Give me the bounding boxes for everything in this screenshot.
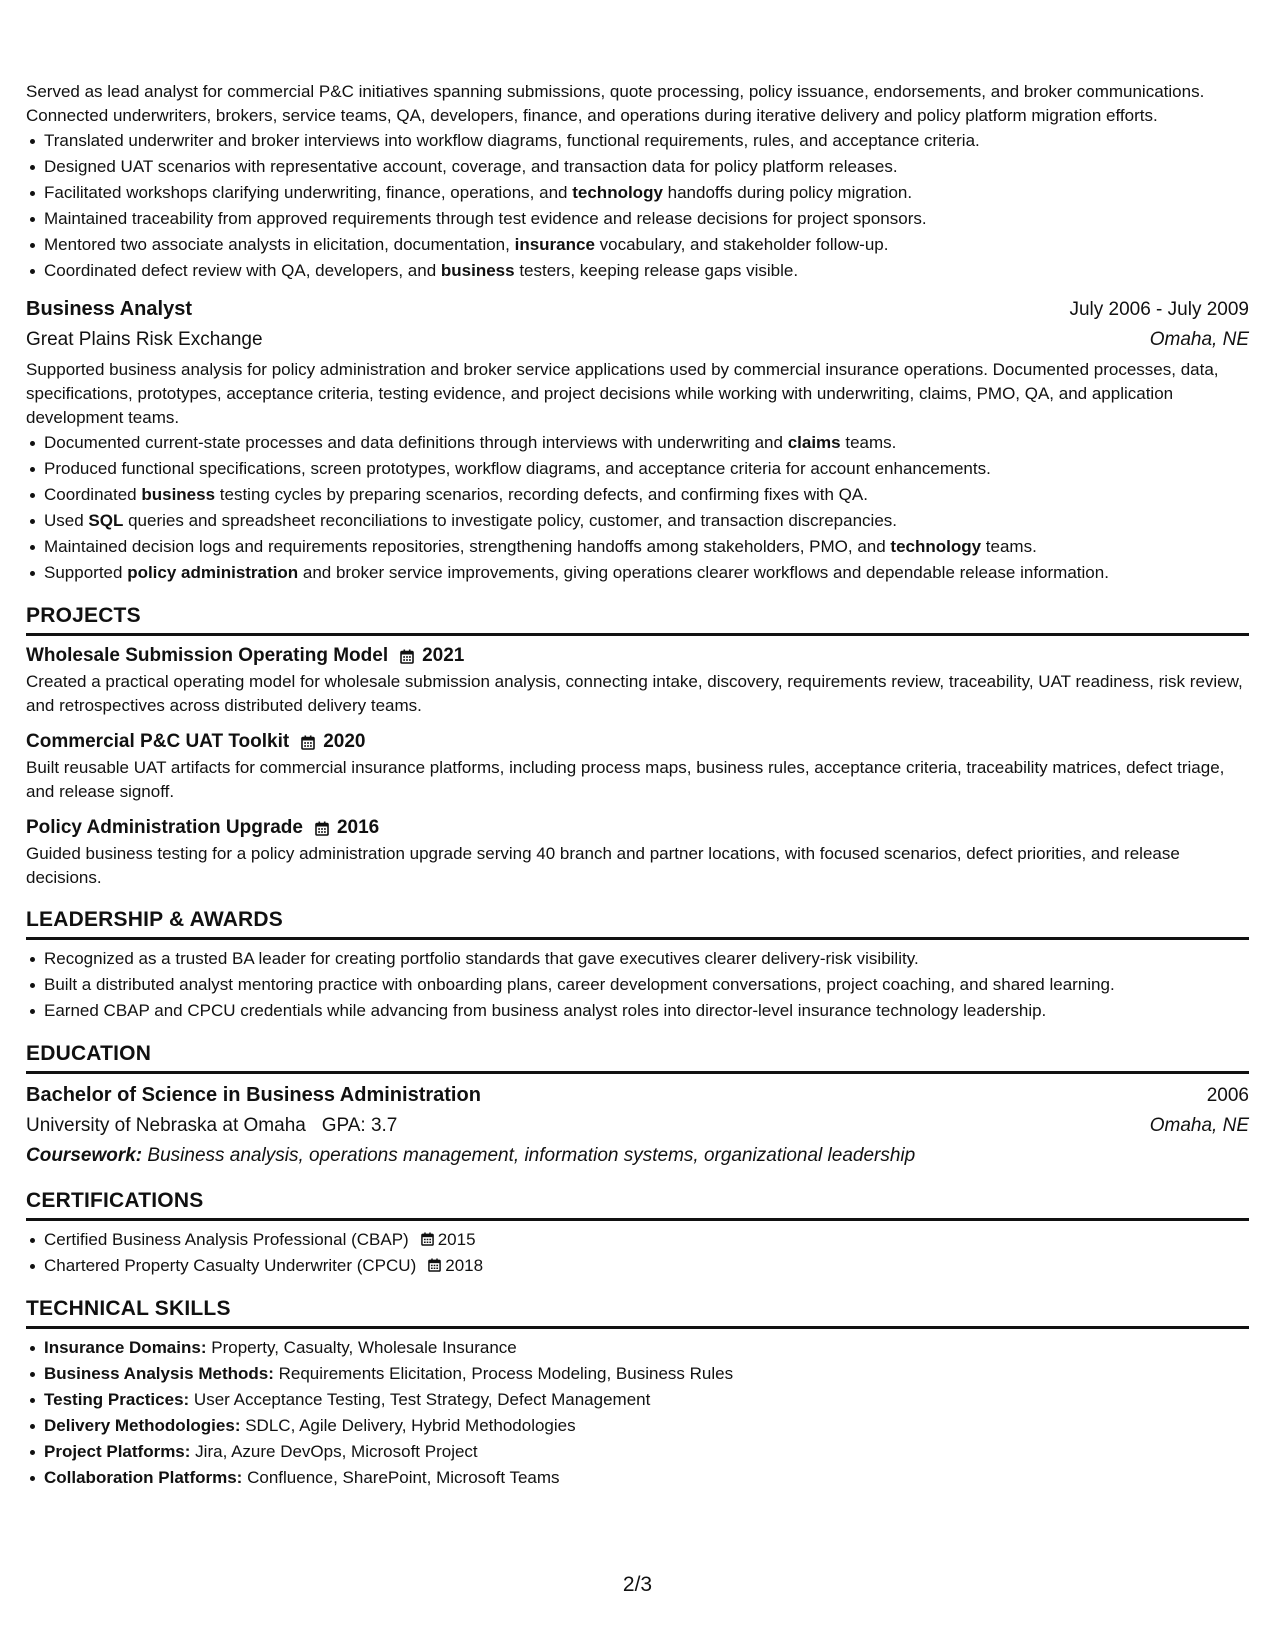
project-entry (26, 814, 1249, 890)
list-item (44, 1387, 1249, 1413)
list-item: Designed UAT scenarios with representative account, coverage, and transaction data for policy platform releases. (44, 154, 1249, 180)
list-item: Facilitated workshops clarifying underwriting, finance, operations, and technology handoffs during policy migration. (44, 180, 1249, 206)
skill-value: SDLC, Agile Delivery, Hybrid Methodologies (245, 1416, 576, 1435)
list-item (44, 1227, 1249, 1253)
project-description: Guided business testing for a policy administration upgrade serving 40 branch and partner locations, with focused scenarios, defect priorities, and release decisions. (26, 844, 1180, 887)
project-entry (26, 642, 1249, 718)
list-item: Mentored two associate analysts in elicitation, documentation, insurance vocabulary, and stakeholder follow-up. (44, 232, 1249, 258)
leadership-list (26, 946, 1249, 1024)
project-year: 2021 (422, 645, 465, 666)
page-number: 2/3 (622, 1573, 653, 1596)
calendar-icon (421, 1232, 434, 1246)
project-title: Wholesale Submission Operating Model (26, 645, 389, 666)
list-item: Maintained decision logs and requirements repositories, strengthening handoffs among stakeholders, PMO, and technology teams. (44, 534, 1249, 560)
list-item (44, 1465, 1249, 1491)
list-item: Documented current-state processes and data definitions through interviews with underwriting and claims teams. (44, 430, 1249, 456)
section-heading-leadership: LEADERSHIP & AWARDS (26, 906, 1249, 940)
list-item: Coordinated defect review with QA, developers, and business testers, keeping release gaps visible. (44, 258, 1249, 284)
section-heading-projects: PROJECTS (26, 602, 1249, 636)
role-bullets (26, 430, 1249, 586)
certification-name: Certified Business Analysis Professional (CBAP) (44, 1230, 409, 1249)
list-item: Produced functional specifications, screen prototypes, workflow diagrams, and acceptance criteria for account enhancements. (44, 456, 1249, 482)
role-summary: Supported business analysis for policy administration and broker service applications used by commercial insurance operations. Documented processes, data, specifications, prototypes, acceptance criteria, testing evidence, and project decisions while working with underwriting, claims, PMO, QA, and application development teams. (26, 360, 1219, 427)
project-year: 2020 (323, 731, 366, 752)
certification-year: 2018 (445, 1256, 484, 1275)
skill-value: Jira, Azure DevOps, Microsoft Project (195, 1442, 478, 1461)
list-item: Earned CBAP and CPCU credentials while advancing from business analyst roles into director-level insurance technology leadership. (44, 998, 1249, 1024)
calendar-icon (301, 735, 315, 750)
skill-label: Delivery Methodologies: (44, 1416, 241, 1435)
coursework-text: Business analysis, operations management, information systems, organizational leadership (147, 1145, 916, 1166)
skills-list (26, 1335, 1249, 1491)
graduation-year: 2006 (1206, 1085, 1249, 1106)
calendar-icon (400, 649, 414, 664)
gpa: GPA: 3.7 (321, 1115, 398, 1136)
skill-value: User Acceptance Testing, Test Strategy, Defect Management (193, 1390, 651, 1409)
section-heading-certifications: CERTIFICATIONS (26, 1187, 1249, 1221)
school-name: University of Nebraska at Omaha (26, 1115, 306, 1136)
skill-label: Insurance Domains: (44, 1338, 207, 1357)
calendar-icon (428, 1258, 441, 1272)
list-item: Used SQL queries and spreadsheet reconciliations to investigate policy, customer, and transaction discrepancies. (44, 508, 1249, 534)
list-item (44, 1335, 1249, 1361)
section-heading-education: EDUCATION (26, 1040, 1249, 1074)
project-title: Commercial P&C UAT Toolkit (26, 731, 290, 752)
project-description: Created a practical operating model for wholesale submission analysis, connecting intake, discovery, requirements review, traceability, UAT readiness, risk review, and retrospectives across distributed delivery teams. (26, 672, 1243, 715)
role-summary: Served as lead analyst for commercial P&C initiatives spanning submissions, quote processing, policy issuance, endorsements, and broker communications. Connected underwriters, brokers, service teams, QA, developers, finance, and operations during iterative delivery and policy platform migration efforts. (26, 82, 1205, 125)
degree-title: Bachelor of Science in Business Administration (26, 1084, 481, 1106)
project-title: Policy Administration Upgrade (26, 817, 303, 838)
certification-name: Chartered Property Casualty Underwriter (CPCU) (44, 1256, 417, 1275)
skill-value: Confluence, SharePoint, Microsoft Teams (247, 1468, 560, 1487)
skill-value: Property, Casualty, Wholesale Insurance (211, 1338, 517, 1357)
certification-list (26, 1227, 1249, 1279)
project-description: Built reusable UAT artifacts for commercial insurance platforms, including process maps, business rules, acceptance criteria, traceability matrices, defect triage, and release signoff. (26, 758, 1225, 801)
coursework (26, 1141, 1249, 1171)
project-entry (26, 728, 1249, 804)
role-title: Business Analyst (26, 298, 192, 320)
list-item (44, 1253, 1249, 1279)
list-item: Translated underwriter and broker interviews into workflow diagrams, functional requirements, rules, and acceptance criteria. (44, 128, 1249, 154)
skill-value: Requirements Elicitation, Process Modeling, Business Rules (278, 1364, 734, 1383)
role-bullets (26, 128, 1249, 284)
school-location: Omaha, NE (1149, 1115, 1249, 1136)
skill-label: Testing Practices: (44, 1390, 190, 1409)
skill-label: Business Analysis Methods: (44, 1364, 274, 1383)
section-heading-skills: TECHNICAL SKILLS (26, 1295, 1249, 1329)
role-entry (26, 294, 1249, 355)
role-location: Omaha, NE (1149, 329, 1249, 350)
role-dates: July 2006 - July 2009 (1069, 299, 1249, 320)
list-item (44, 1439, 1249, 1465)
skill-label: Project Platforms: (44, 1442, 191, 1461)
company-name: Great Plains Risk Exchange (26, 329, 263, 350)
list-item (44, 1413, 1249, 1439)
certification-year: 2015 (437, 1230, 476, 1249)
skill-label: Collaboration Platforms: (44, 1468, 243, 1487)
list-item: Recognized as a trusted BA leader for creating portfolio standards that gave executives clearer delivery-risk visibility. (44, 946, 1249, 972)
list-item: Built a distributed analyst mentoring practice with onboarding plans, career development conversations, project coaching, and shared learning. (44, 972, 1249, 998)
list-item (44, 1361, 1249, 1387)
project-year: 2016 (336, 817, 380, 838)
calendar-icon (315, 821, 329, 836)
coursework-label: Coursework: (26, 1145, 143, 1166)
list-item: Maintained traceability from approved requirements through test evidence and release decisions for project sponsors. (44, 206, 1249, 232)
list-item: Supported policy administration and broker service improvements, giving operations clearer workflows and dependable release information. (44, 560, 1249, 586)
list-item: Coordinated business testing cycles by preparing scenarios, recording defects, and confirming fixes with QA. (44, 482, 1249, 508)
